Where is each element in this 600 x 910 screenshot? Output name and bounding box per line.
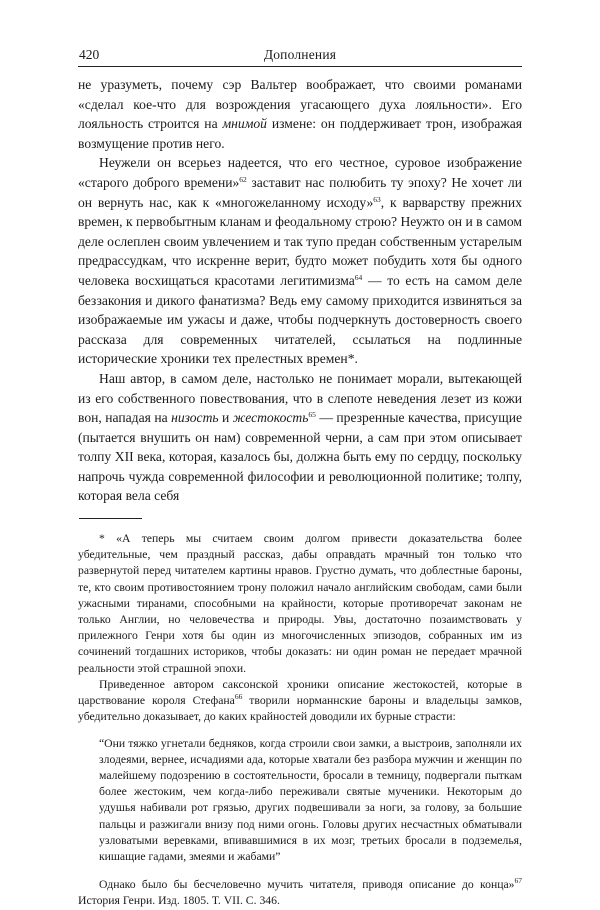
main-text <box>78 75 522 506</box>
footnote-1: * «А теперь мы считаем своим долгом привести доказательства более убедительные, чем праздный рассказ, дабы оправдать мрачный тон только что развернутой перед читателем картины нравов. Грустно думать, что доблестные бароны, те, кто своим противостоянием трону положил начало английским свободам, сами были ужасными тиранами, способными на крайности, которые противоречат законам не только Англии, но человечества и природы. Увы, достаточно позаимствовать у прилежного Генри хотя бы один из многочисленных эпизодов, собранных им из сочинений тогдашних историков, чтобы доказать: ни один роман не передает мрачной реальности этой страшной эпохи. <box>78 532 522 675</box>
italic-word: низость <box>171 410 219 426</box>
footnote-2: Приведенное автором саксонской хроники описание жестокостей, которые в царствование короля Стефана$^{66}$ творили норманнские бароны и владельцы замков, убедительно доказывает, до каких крайностей доводили их бурные страсти: <box>78 677 523 724</box>
book-page <box>78 44 522 910</box>
paragraph-3: Наш автор, в самом деле, настолько не понимает морали, вытекающей из его собственного повествования, что в слепоте неведения лезет из кожи вон, нападая на низость и жестокость$^{65}$ — презренные качества, присущие (пытается внушить он нам) современной черни, а сам при этом описывает толпу XII века, которая, казалось бы, должна быть ему по сердцу, поскольку напрочь чужда современной философии и революционной политике; толпу, которая вела себя <box>78 370 522 504</box>
endnote-ref-63: 63 <box>373 194 381 204</box>
footnote-separator <box>79 518 142 519</box>
footnotes <box>78 531 522 909</box>
endnote-ref-67: 67 <box>514 876 522 886</box>
endnote-ref-65: 65 <box>308 410 316 420</box>
italic-word: жестокость <box>232 410 309 426</box>
running-title: Дополнения <box>263 47 337 62</box>
footnote-3: Однако было бы бесчеловечно мучить читателя, приводя описание до конца»$^{67}$ История Генри. Изд. 1805. Т. VII. С. 346. <box>78 876 522 908</box>
paragraph-2: Неужели он всерьез надеется, что его честное, суровое изображение «старого доброго времени»$^{62}$ заставит нас полюбить ту эпоху? Не хочет ли он вернуть нас, как к «многожеланному исходу»$^{63}$, к варварству прежних времен, к первобытным кланам и феодальному строю? Неужто он и в самом деле ослеплен своим увлечением и так тупо предан собственным устарелым предрассудкам, что искренне верит, будто может побудить хотя бы одного человека восхищаться красотами легитимизма$^{64}$ — то есть на самом деле беззакония и дикого фанатизма? Ведь ему самому приходится извиняться за изображаемые им ужасы и даже, чтобы подчеркнуть достоверность своего рассказа для современных читателей, ссылаться на подлинные исторические хроники тех прелестных времен*. <box>78 155 523 367</box>
italic-word: мнимой <box>222 116 267 132</box>
page-number: 420 <box>79 47 100 62</box>
endnote-ref-62: 62 <box>239 174 247 184</box>
endnote-ref-66: 66 <box>234 692 243 702</box>
endnote-ref-64: 64 <box>354 272 363 282</box>
paragraph-1: не уразуметь, почему сэр Вальтер воображает, что своими романами «сделал кое-что для возрождения угасающего духа лояльности». Его лояльность строится на мнимой измене: он поддерживает трон, изображая возмущение против него. <box>78 77 523 151</box>
block-quote: “Они тяжко угнетали бедняков, когда строили свои замки, а выстроив, заполняли их злодеями, вернее, исчадиями ада, которые хватали без разбора мужчин и женщин по малейшему подозрению в состоятельности, бросали в темницу, подвергали пыткам более жестоким, чем когда-либо переживали святые мученики. Некоторым до удушья набивали рот грязью, других подвешивали за ноги, за голову, за большие пальцы и разжигали внизу под ними огонь. Головы других несчастных обматывали узловатыми веревками, впивавшимися в их мозг, третьих бросали в подземелья, кишащие гадами, змеями и жабами” <box>99 736 522 863</box>
page-header <box>78 44 522 67</box>
